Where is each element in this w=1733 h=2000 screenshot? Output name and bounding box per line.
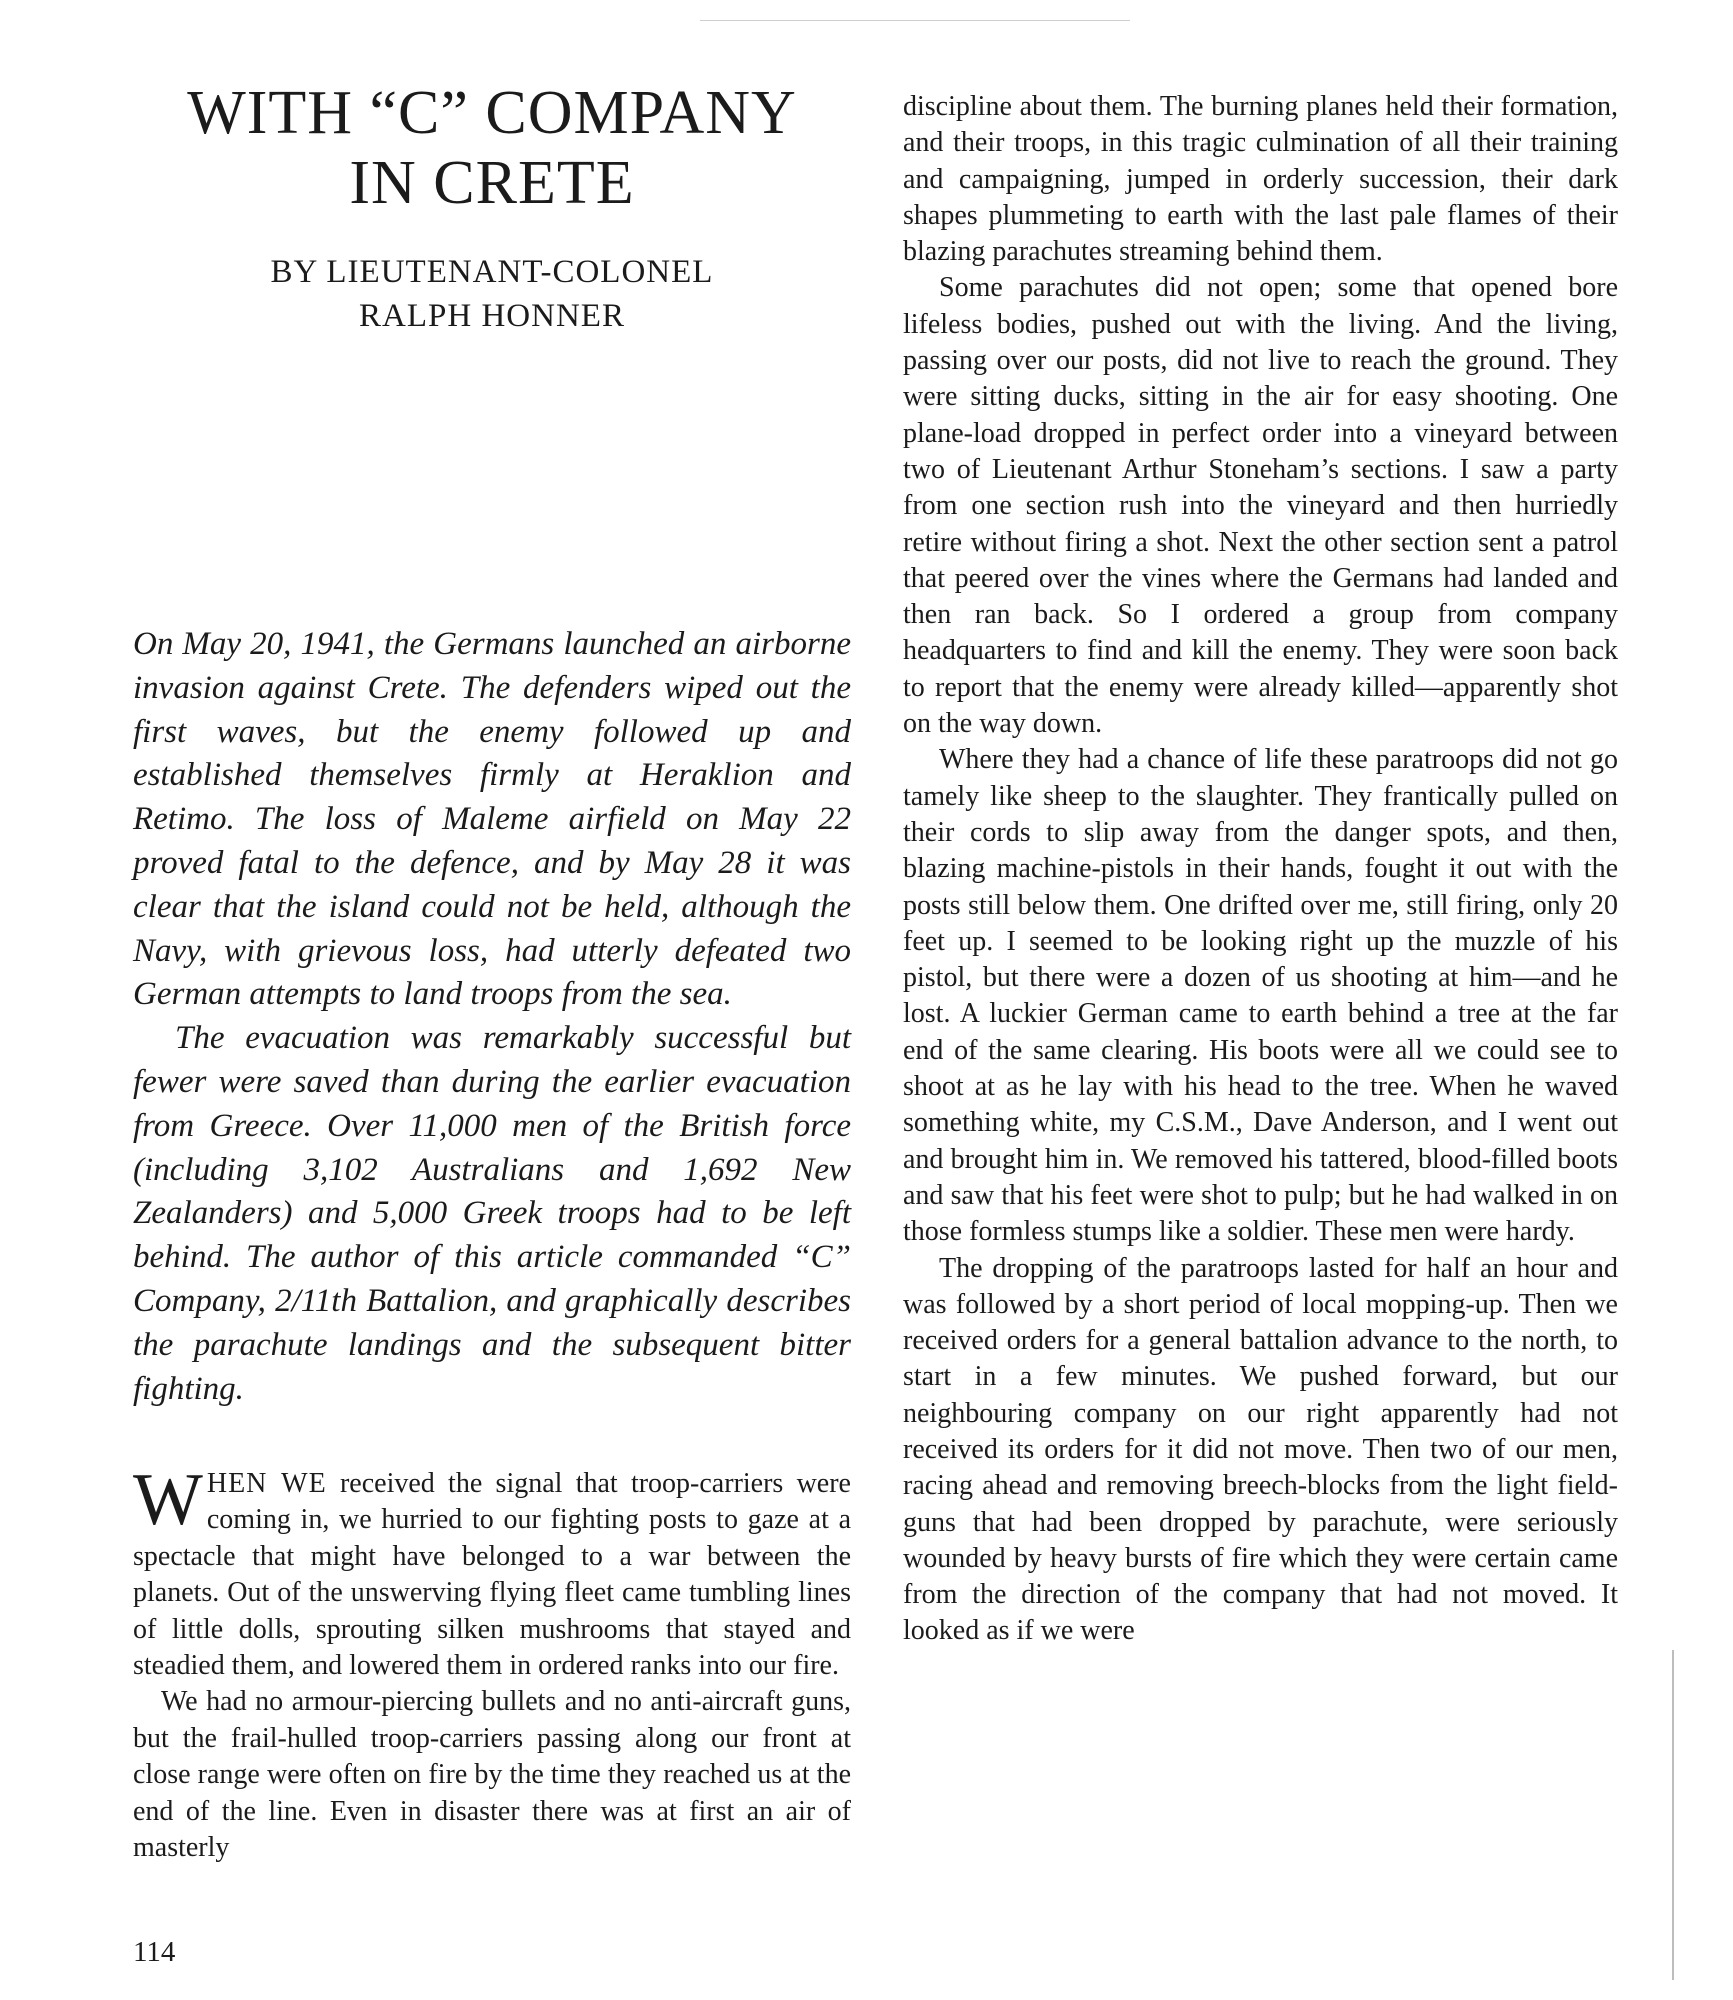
article-intro [133,623,851,1411]
intro-paragraph-2: The evacuation was remarkably successful but fewer were saved than during the earlier evacuation from Greece. Over 11,000 men of the British force (including 3,102 Australians and 1,692 New Zealanders) and 5,000 Greek troops had to be left behind. The author of this article commanded “C” Company, 2/11th Battalion, and graphically describes the parachute landings and the subsequent bitter fighting. [133,1020,851,1407]
byline [133,250,851,338]
opening-text: received the signal that troop-carriers were coming in, we hurried to our fighting posts to gaze at a spectacle that might have belonged to a war between the planets. Out of the unswerving flying fleet came tumbling lines of little dolls, sprouting silken mushrooms that stayed and steadied them, and lowered them in ordered ranks into our fire. [133,1468,851,1682]
page-number: 114 [133,1936,176,1968]
left-body-text [133,1459,851,1866]
opening-smallcaps: HEN WE [206,1468,327,1499]
drop-cap: W [133,1459,203,1541]
right-column [903,89,1618,1650]
body-paragraph: We had no armour-piercing bullets and no anti-aircraft guns, but the frail-hulled troop-carriers passing along our front at close range were often on fire by the time they reached us at the end of the line. Even in disaster there was at first an air of masterly [133,1686,851,1864]
scan-artifact-line [700,20,1130,21]
opening-paragraph [133,1459,851,1684]
left-column [133,78,851,1864]
byline-line-1: BY LIEUTENANT-COLONEL [270,254,714,290]
article-title [133,78,851,218]
body-paragraph: The dropping of the paratroops lasted for half an hour and was followed by a short period of local mopping-up. Then we received orders for a general battalion advance to the north, to start in a few minutes. We pushed forward, but our neighbouring company on our right apparently had not received its orders for it did not move. Then two of our men, racing ahead and removing breech-blocks from the light field-guns that had been dropped by parachute, were seriously wounded by heavy bursts of fire which they were certain came from the direction of the company that had not moved. It looked as if we were [903,1252,1618,1647]
body-paragraph: discipline about them. The burning planes held their formation, and their troops, in this tragic culmination of all their training and campaigning, jumped in orderly succession, their dark shapes plummeting to earth with the last pale flames of their blazing parachutes streaming behind them. [903,91,1618,268]
body-paragraph: Some parachutes did not open; some that opened bore lifeless bodies, pushed out with the living. And the living, passing over our posts, did not live to reach the ground. They were sitting ducks, sitting in the air for easy shooting. One plane-load dropped in perfect order into a vineyard between two of Lieutenant Arthur Stoneham’s sections. I saw a party from one section rush into the vineyard and then hurriedly retire without firing a shot. Next the other section sent a patrol that peered over the vines where the Germans had landed and then ran back. So I ordered a group from company headquarters to find and kill the enemy. They were soon back to report that the enemy were already killed—apparently shot on the way down. [903,272,1618,740]
title-line-2: IN CRETE [349,149,635,217]
byline-line-2: RALPH HONNER [359,298,625,334]
body-paragraph: Where they had a chance of life these paratroops did not go tamely like sheep to the slaughter. They frantically pulled on their cords to slip away from the danger spots, and then, blazing machine-pistols in their hands, fought it out with the posts still below them. One drifted over me, still firing, only 20 feet up. I seemed to be looking right up the muzzle of his pistol, but there were a dozen of us shooting at him—and he lost. A luckier German came to earth behind a tree at the far end of the same clearing. His boots were all we could see to shoot at as he lay with his head to the tree. When he waved something white, my C.S.M., Dave Anderson, and I went out and brought him in. We removed his tattered, blood-filled boots and saw that his feet were shot to pulp; but he had walked in on those formless stumps like a soldier. These men were hardy. [903,744,1618,1248]
scan-artifact-edge [1672,1650,1674,1980]
intro-paragraph-1: On May 20, 1941, the Germans launched an airborne invasion against Crete. The defenders wiped out the first waves, but the enemy followed up and established themselves firmly at Heraklion and Retimo. The loss of Maleme airfield on May 22 proved fatal to the defence, and by May 28 it was clear that the island could not be held, although the Navy, with grievous loss, had utterly defeated two German attempts to land troops from the sea. [133,626,851,1013]
title-line-1: WITH “C” COMPANY [187,79,797,147]
